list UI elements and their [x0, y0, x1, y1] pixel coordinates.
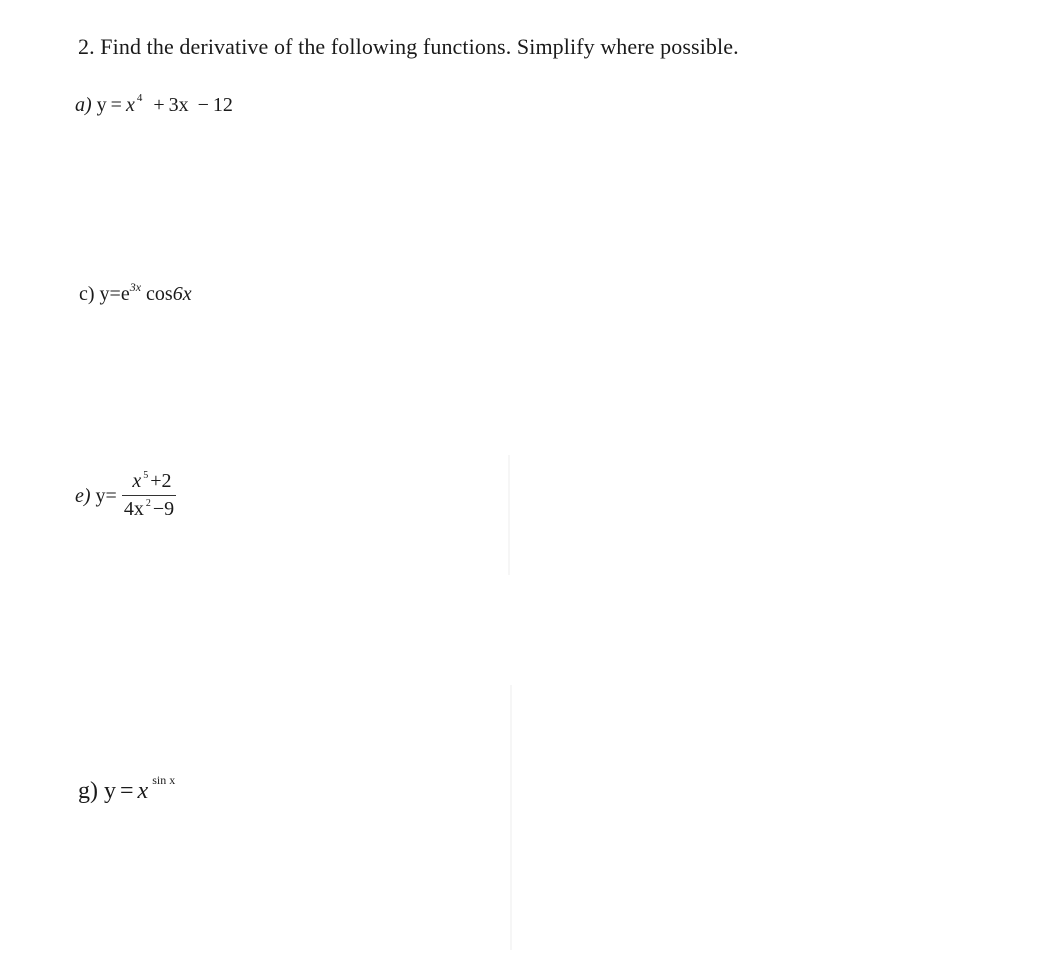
problem-e-den-base: 4x [123, 498, 144, 520]
problem-g [78, 773, 176, 805]
problem-e-lhs: y [95, 485, 106, 508]
problem-e-den-rest: −9 [152, 498, 175, 520]
problem-c-arg: 6x [172, 283, 192, 305]
question-heading: 2. Find the derivative of the following functions. Simplify where possible. [78, 34, 739, 59]
problem-c-exponent: 3x [129, 280, 142, 294]
problem-a-const: 12 [212, 94, 233, 116]
problem-a [75, 94, 233, 117]
problem-a-lhs: y [96, 94, 107, 116]
problem-c-lhs: y [99, 283, 110, 305]
problem-e-numerator [122, 470, 176, 496]
problem-c-label: c) [79, 283, 95, 305]
problem-a-minus: − [197, 94, 209, 116]
problem-c-func: cos [146, 283, 173, 305]
scan-artifact-line [508, 455, 510, 575]
problem-g-label: g) [78, 778, 98, 804]
problem-e [75, 472, 176, 532]
problem-e-fraction [122, 470, 176, 521]
problem-a-power: 4 [136, 92, 143, 104]
problem-e-equals: = [105, 485, 117, 508]
problem-a-label: a) [75, 94, 92, 116]
problem-c-equals: = [109, 283, 121, 305]
problem-e-label: e) [75, 485, 91, 508]
problem-e-denominator [122, 496, 176, 521]
scan-artifact-line [510, 685, 512, 950]
problem-c [79, 280, 192, 306]
problem-a-base: x [125, 94, 135, 116]
problem-e-den-power: 2 [145, 498, 151, 509]
problem-e-num-base: x [132, 470, 142, 492]
problem-g-lhs: y [104, 778, 116, 804]
problem-a-term2: 3x [168, 94, 189, 116]
problem-g-base: x [137, 778, 149, 804]
problem-e-num-rest: +2 [150, 470, 172, 492]
problem-g-exponent: sin x [152, 773, 176, 787]
problem-c-base: e [120, 283, 130, 305]
problem-e-num-power: 5 [143, 470, 149, 481]
problem-g-equals: = [120, 778, 134, 804]
problem-a-plus: + [153, 94, 165, 116]
problem-a-equals: = [110, 94, 122, 116]
